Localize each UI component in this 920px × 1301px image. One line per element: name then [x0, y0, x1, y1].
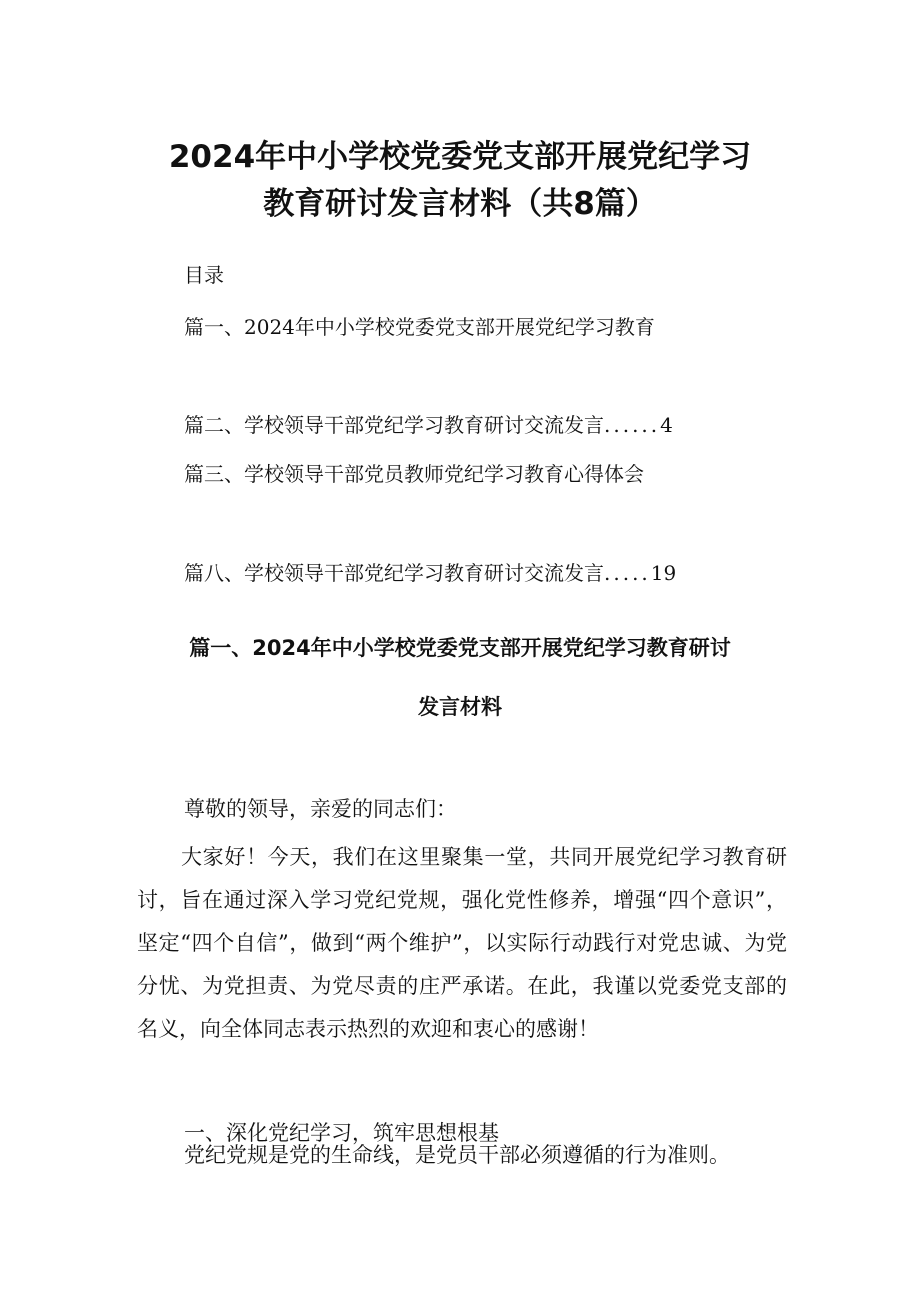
toc-entry-label: 篇二、学校领导干部党纪学习教育研讨交流发言 — [184, 413, 604, 437]
toc-entry-page: 4 — [660, 413, 673, 437]
body-paragraph: 大家好！今天，我们在这里聚集一堂，共同开展党纪学习教育研讨，旨在通过深入学习党纪党规，强化党性修养，增强“四个意识”，坚定“四个自信”，做到“两个维护”，以实际行动践行对党忠诚、为党分忧、为党担责、为党尽责的庄严承诺。在此，我谨以党委党支部的名义，向全体同志表示热烈的欢迎和衷心的感谢！ — [137, 845, 787, 1041]
toc-entry-dots: ...... — [604, 413, 661, 437]
toc-entry-3[interactable] — [184, 458, 644, 487]
section-title-line1: 篇一、2024年中小学校党委党支部开展党纪学习教育研讨 — [189, 636, 731, 660]
document-title-line1: 2024年中小学校党委党支部开展党纪学习 — [168, 139, 752, 175]
salutation: 尊敬的领导，亲爱的同志们： — [184, 797, 457, 821]
toc-heading: 目录 — [184, 263, 224, 287]
toc-entry-1[interactable] — [184, 311, 655, 340]
toc-entry-label: 篇八、学校领导干部党纪学习教育研讨交流发言 — [184, 561, 604, 585]
toc-entry-label: 篇三、学校领导干部党员教师党纪学习教育心得体会 — [184, 462, 644, 486]
toc-entry-dots: ..... — [604, 561, 651, 585]
section-heading: 一、深化党纪学习，筑牢思想根基 — [184, 1121, 499, 1145]
section-title-line2: 发言材料 — [418, 695, 502, 719]
document-title-line2: 教育研讨发言材料（共8篇） — [263, 186, 657, 222]
toc-entry-2[interactable] — [184, 409, 673, 438]
toc-entry-page: 19 — [650, 561, 677, 585]
body-paragraph-start: 党纪党规是党的生命线，是党员干部必须遵循的行为准则。 — [184, 1143, 730, 1167]
toc-entry-label: 篇一、2024年中小学校党委党支部开展党纪学习教育 — [184, 315, 655, 339]
toc-entry-8[interactable] — [184, 557, 676, 586]
